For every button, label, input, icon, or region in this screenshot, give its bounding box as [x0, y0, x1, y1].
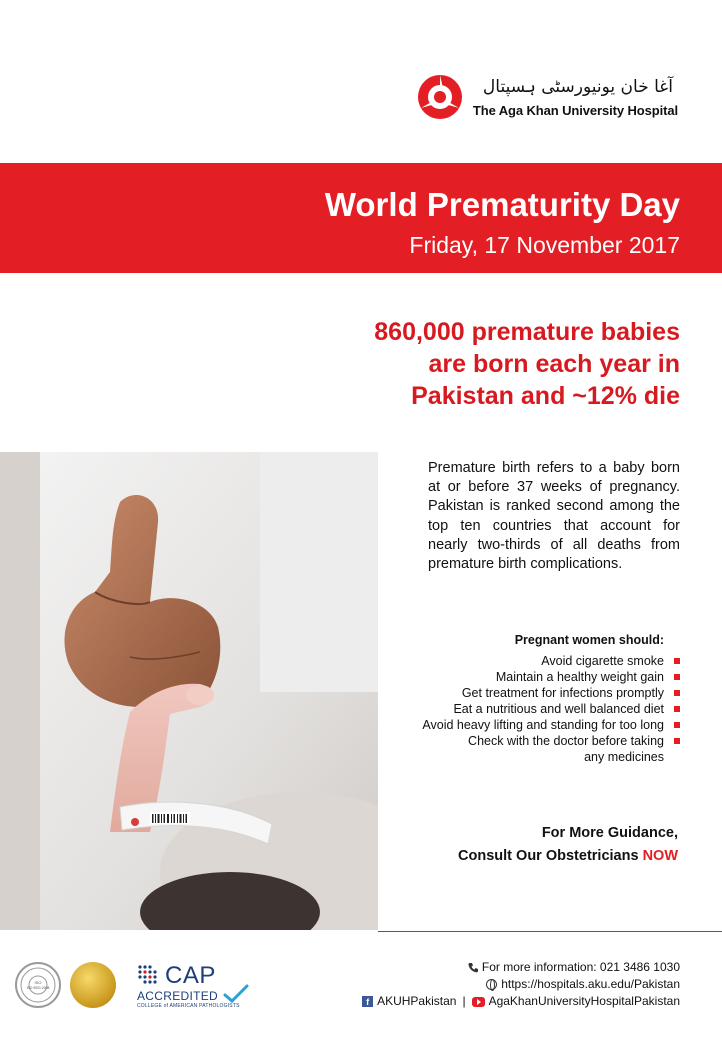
website-link[interactable]: https://hospitals.aku.edu/Pakistan: [501, 977, 680, 991]
iso-label: ISO 9001:2008: [26, 986, 50, 990]
tip-text: Avoid cigarette smoke: [541, 654, 664, 668]
list-item: [380, 685, 680, 701]
headline-statistic: [260, 316, 680, 412]
cap-accredited: ACCREDITED: [137, 989, 219, 1003]
cap-dots-icon: [135, 962, 163, 990]
checkmark-icon: [223, 984, 249, 1004]
social-row: [362, 993, 680, 1010]
bullet-square-icon: [674, 690, 680, 696]
list-item: [380, 733, 680, 749]
tips-heading: Pregnant women should:: [514, 633, 664, 647]
bullet-square-icon: [674, 722, 680, 728]
list-item: [380, 701, 680, 717]
phone-icon: [468, 962, 478, 973]
phone-row: [362, 959, 680, 976]
gold-accreditation-seal: [70, 962, 116, 1008]
tips-list: [380, 653, 680, 765]
headline-line-1: 860,000 premature babies: [374, 318, 680, 346]
list-item: [380, 717, 680, 733]
premature-baby-photo: [0, 452, 378, 930]
cap-title: CAP: [165, 962, 216, 989]
list-item: [380, 669, 680, 685]
call-to-action: [458, 822, 678, 868]
cta-line-1: For More Guidance,: [541, 825, 678, 841]
iso-seal-graphic: [17, 964, 59, 1006]
svg-text:ISO: ISO: [34, 980, 42, 985]
brand-name-urdu: آغا خان یونیورسٹی ہسپتال: [482, 77, 673, 97]
baby-hand-illustration: [0, 452, 378, 930]
cta-highlight: NOW: [642, 848, 678, 864]
tip-text: Get treatment for infections promptly: [461, 686, 664, 700]
tip-text: Check with the doctor before taking: [468, 734, 664, 748]
headline-line-3: Pakistan and ~12% die: [411, 382, 680, 410]
cap-accreditation-logo: [135, 962, 255, 1012]
event-date: Friday, 17 November 2017: [409, 232, 680, 258]
contact-info: [362, 959, 680, 1010]
bullet-square-icon: [674, 674, 680, 680]
facebook-icon: f: [362, 996, 373, 1007]
headline-line-2: are born each year in: [428, 350, 680, 378]
cap-full-name: COLLEGE of AMERICAN PATHOLOGISTS: [137, 1003, 240, 1009]
tip-text: Maintain a healthy weight gain: [495, 670, 664, 684]
iso-certification-seal: [15, 962, 61, 1008]
cta-text: Consult Our Obstetricians: [458, 848, 639, 864]
list-item: [380, 653, 680, 669]
bullet-square-icon: [674, 738, 680, 744]
facebook-handle[interactable]: AKUHPakistan: [377, 994, 457, 1008]
social-separator: |: [462, 994, 466, 1008]
website-row[interactable]: [362, 976, 680, 993]
youtube-handle[interactable]: AgaKhanUniversityHospitalPakistan: [488, 994, 680, 1008]
phone-text: For more information: 021 3486 1030: [481, 960, 680, 974]
youtube-icon: [472, 997, 485, 1007]
intro-paragraph: Premature birth refers to a baby born at or before 37 weeks of pregnancy. Pakistan is ranked second among the top ten countries that account for nearly two-thirds of all deaths from premature birth complications.: [428, 460, 680, 573]
hospital-logo: [415, 72, 678, 122]
event-title: World Prematurity Day: [324, 186, 680, 223]
bullet-square-icon: [674, 706, 680, 712]
cta-line-2: [458, 845, 678, 868]
footer-divider: [378, 931, 722, 932]
brand-name: The Aga Khan University Hospital: [472, 103, 678, 118]
globe-icon: [486, 979, 497, 990]
tip-text: Eat a nutritious and well balanced diet: [453, 702, 664, 716]
aku-logo-icon: [415, 72, 465, 122]
bullet-square-icon: [674, 658, 680, 664]
tip-text: Avoid heavy lifting and standing for too long: [422, 718, 664, 732]
list-item-continuation: any medicines: [584, 750, 664, 764]
